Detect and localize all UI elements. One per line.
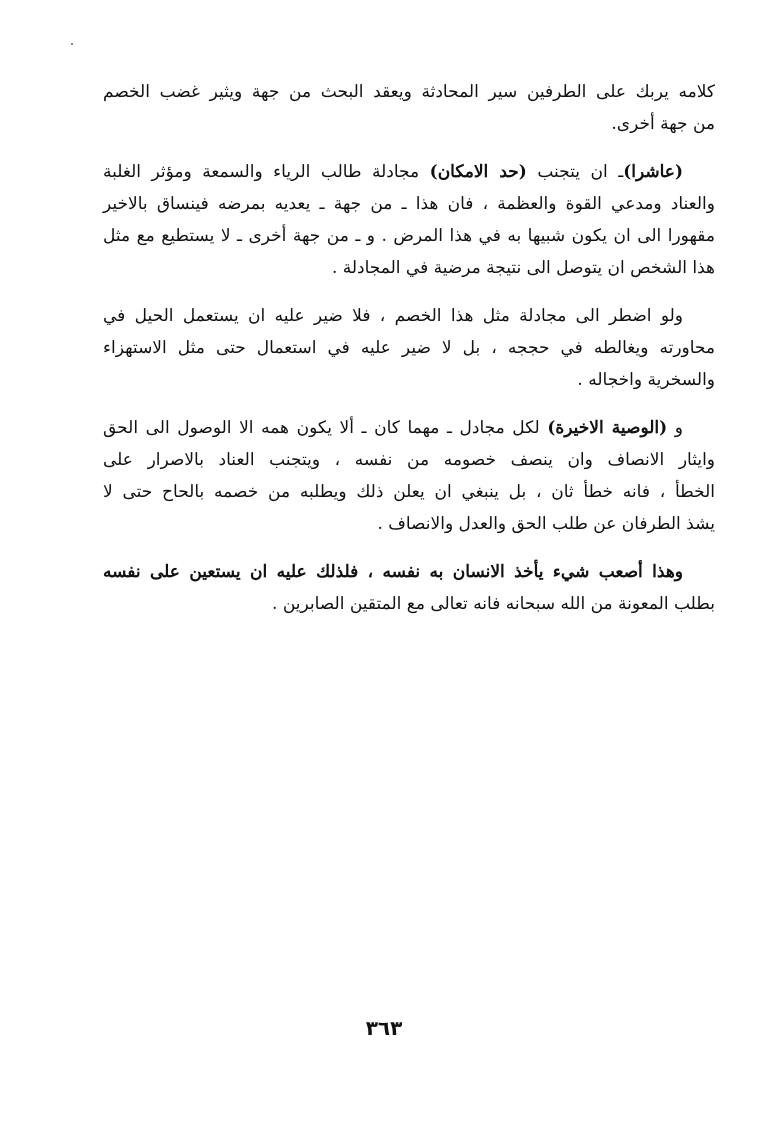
text-line: ولو اضطر الى مجادلة مثل هذا الخصم ، فلا ضير عليه ان يستعمل الحيل في [103, 306, 683, 326]
paragraph-4 [103, 412, 715, 540]
text-line: هذا الشخص ان يتوصل الى نتيجة مرضية في المجادلة . [331, 258, 715, 278]
heading-tenth: (عاشرا) [623, 162, 683, 182]
heading-last-advice: (الوصية الاخيرة) [547, 418, 668, 438]
scan-speck [71, 43, 73, 45]
body-text [103, 76, 715, 636]
text-line: وايثار الانصاف وان ينصف خصومه من نفسه ، ويتجنب العناد بالاصرار على [103, 450, 715, 470]
text-line: والعناد ومدعي القوة والعظمة ، فان هذا ـ من جهة ـ يعديه بمرضه فينساق بالاخير [103, 194, 715, 214]
text-line [103, 156, 715, 188]
text-line: محاورته ويغالطه في حججه ، بل لا ضير عليه في استعمال حتى مثل الاستهزاء [103, 338, 715, 358]
paragraph-2 [103, 156, 715, 284]
emphasis-as-possible: (حد الامكان) [429, 162, 527, 182]
text-line: كلامه يربك على الطرفين سير المحادثة ويعقد البحث من جهة ويثير غضب الخصم [103, 82, 715, 102]
text-line: والسخرية واخجاله . [577, 370, 715, 390]
text-line: بطلب المعونة من الله سبحانه فانه تعالى مع المتقين الصابرين . [272, 594, 715, 614]
text-line: يشذ الطرفان عن طلب الحق والعدل والانصاف . [377, 514, 715, 534]
page-number: ٣٦٣ [365, 1016, 403, 1040]
text-line: مقهورا الى ان يكون شبيها به في هذا المرض . و ـ من جهة أخرى ـ لا يستطيع مع مثل [103, 226, 715, 246]
text-line [103, 412, 715, 444]
text-line: وهذا أصعب شيء يأخذ الانسان به نفسه ، فلذلك عليه ان يستعين على نفسه [103, 562, 683, 582]
text-line: من جهة أخرى. [611, 114, 715, 134]
text-fragment: مجادلة طالب الرياء والسمعة ومؤثر الغلبة [103, 162, 430, 182]
text-fragment: لكل مجادل ـ مهما كان ـ ألا يكون همه الا الوصول الى الحق [103, 418, 548, 438]
paragraph-5 [103, 556, 715, 620]
text-fragment: ـ ان يتجنب [526, 162, 624, 182]
text-fragment: و [667, 418, 683, 438]
text-line: الخطأ ، فانه خطأ ثان ، بل ينبغي ان يعلن ذلك ويطلبه من خصمه بالحاح حتى لا [103, 482, 715, 502]
paragraph-3 [103, 300, 715, 396]
paragraph-1 [103, 76, 715, 140]
